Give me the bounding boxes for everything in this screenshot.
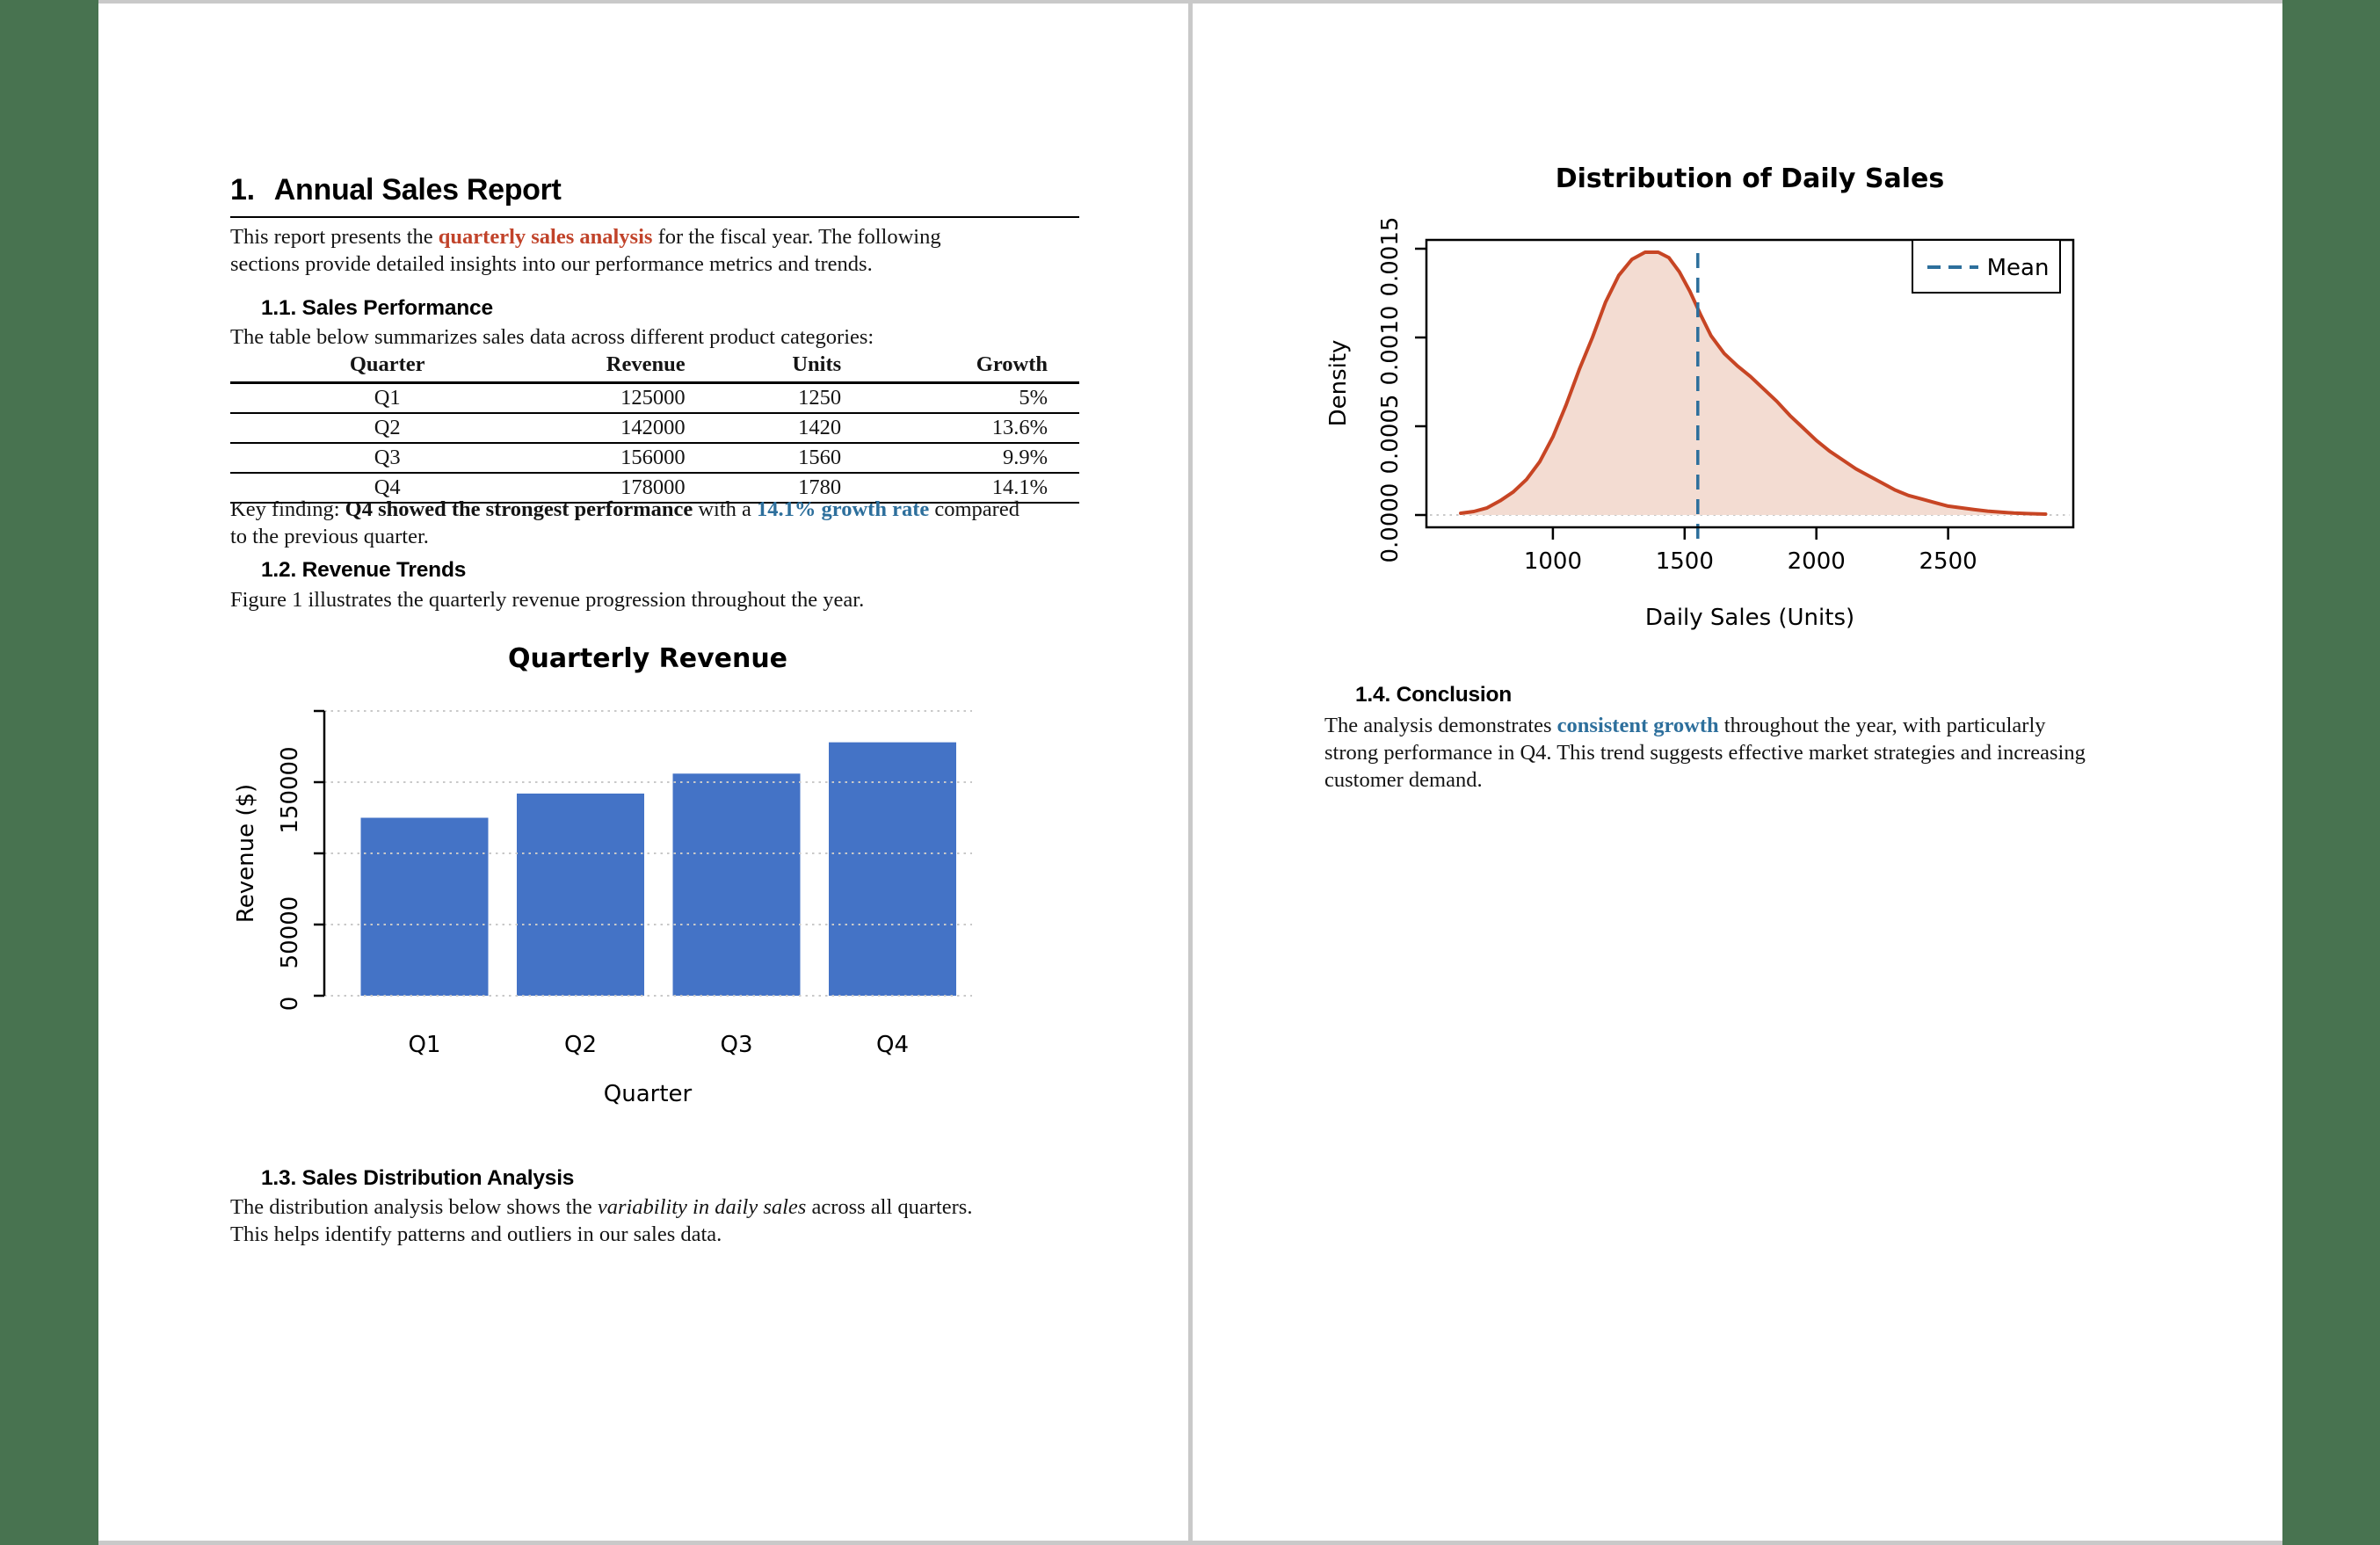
x-axis-label: Daily Sales (Units) (1644, 605, 1855, 631)
y-axis-label: Density (1325, 339, 1352, 427)
text-segment: customer demand. (1324, 768, 1483, 792)
section-1-1-heading: 1.1. Sales Performance (261, 296, 493, 320)
y-tick-label: 0.0015 (1377, 216, 1404, 297)
text-segment: 14.1% growth rate (757, 497, 930, 521)
quarterly-revenue-chart (221, 619, 1109, 1146)
chart-title: Distribution of Daily Sales (1555, 163, 1945, 194)
document-page-1 (98, 4, 1188, 1541)
x-tick-label: 1000 (1523, 548, 1582, 575)
text-segment: with a (693, 497, 758, 521)
section-1-3-heading: 1.3. Sales Distribution Analysis (261, 1166, 575, 1190)
table-cell: 1780 (689, 473, 851, 503)
column-header-revenue: Revenue (544, 352, 688, 383)
legend-label: Mean (1986, 255, 2050, 281)
table-lead-paragraph: The table below summarizes sales data across different product categories: (230, 325, 874, 349)
table-cell: 5% (850, 383, 1079, 414)
text-segment: to the previous quarter. (230, 525, 429, 548)
x-tick-label: Q2 (563, 1032, 598, 1058)
text-segment: for the fiscal year. The following (652, 225, 941, 249)
y-tick-label: 0 (277, 996, 303, 1012)
bar-Q2 (517, 794, 644, 996)
document-page-2 (1193, 4, 2282, 1541)
section-1-2-heading: 1.2. Revenue Trends (261, 558, 467, 582)
bar-Q1 (361, 818, 489, 997)
table-cell: 1250 (689, 383, 851, 414)
table-cell: 14.1% (850, 473, 1079, 503)
table-cell: 13.6% (850, 413, 1079, 443)
key-finding-paragraph (230, 496, 1096, 550)
y-tick-label: 150000 (277, 746, 303, 834)
table-cell: 156000 (544, 443, 688, 473)
text-segment: sections provide detailed insights into our performance metrics and trends. (230, 252, 873, 276)
x-tick-label: Q4 (875, 1032, 910, 1058)
text-segment: The distribution analysis below shows the (230, 1195, 598, 1219)
column-header-quarter: Quarter (230, 352, 544, 383)
table-cell: 125000 (544, 383, 688, 414)
y-axis-label: Revenue ($) (233, 783, 259, 924)
text-segment: Q4 showed the strongest performance (345, 497, 693, 521)
table-cell: Q4 (230, 473, 544, 503)
x-axis-label: Quarter (603, 1081, 693, 1107)
table-cell: Q3 (230, 443, 544, 473)
y-tick-label: 0.0000 (1377, 482, 1404, 563)
x-tick-label: 2000 (1787, 548, 1846, 575)
text-segment: consistent growth (1556, 714, 1719, 737)
report-title (230, 172, 1079, 218)
column-header-units: Units (689, 352, 851, 383)
x-tick-label: Q3 (720, 1032, 753, 1058)
text-segment: throughout the year, with particularly (1718, 714, 2046, 737)
text-segment: variability in daily sales (597, 1195, 807, 1219)
table-cell: Q2 (230, 413, 544, 443)
text-segment: The analysis demonstrates (1324, 714, 1557, 737)
intro-paragraph (230, 223, 1096, 278)
report-title-number: 1. (230, 173, 255, 207)
chart-title: Quarterly Revenue (507, 643, 788, 674)
text-segment: strong performance in Q4. This trend suggests effective market strategies and increasing (1324, 741, 2086, 765)
figure-lead-paragraph: Figure 1 illustrates the quarterly revenue progression throughout the year. (230, 588, 865, 612)
table-row (230, 383, 1079, 414)
report-title-text: Annual Sales Report (273, 173, 562, 207)
sales-table-body (230, 383, 1079, 504)
distribution-lead-paragraph (230, 1193, 1096, 1248)
sales-table-header (230, 352, 1079, 383)
text-segment: This report presents the (230, 225, 439, 249)
text-segment: compared (929, 497, 1019, 521)
table-cell: 178000 (544, 473, 688, 503)
table-cell: Q1 (230, 383, 544, 414)
table-cell: 9.9% (850, 443, 1079, 473)
daily-sales-distribution-chart (1307, 109, 2256, 671)
y-tick-label: 0.0005 (1377, 394, 1404, 475)
y-tick-label: 0.0010 (1377, 305, 1404, 386)
pages-container (98, 0, 2282, 1545)
x-tick-label: 1500 (1655, 548, 1714, 575)
table-cell: 1420 (689, 413, 851, 443)
table-row (230, 443, 1079, 473)
text-segment: This helps identify patterns and outliers in our sales data. (230, 1222, 722, 1246)
bar-Q4 (829, 743, 956, 996)
sales-table (230, 352, 1079, 504)
x-tick-label: 2500 (1919, 548, 1977, 575)
column-header-growth: Growth (850, 352, 1079, 383)
table-cell: 1560 (689, 443, 851, 473)
x-tick-label: Q1 (408, 1032, 441, 1058)
text-segment: Key finding: (230, 497, 345, 521)
conclusion-paragraph (1324, 712, 2190, 794)
bar-Q3 (673, 773, 801, 996)
y-tick-label: 50000 (277, 896, 303, 969)
table-row (230, 413, 1079, 443)
text-segment: quarterly sales analysis (438, 225, 653, 249)
section-1-4-heading: 1.4. Conclusion (1355, 683, 1513, 707)
text-segment: across all quarters. (806, 1195, 973, 1219)
table-cell: 142000 (544, 413, 688, 443)
